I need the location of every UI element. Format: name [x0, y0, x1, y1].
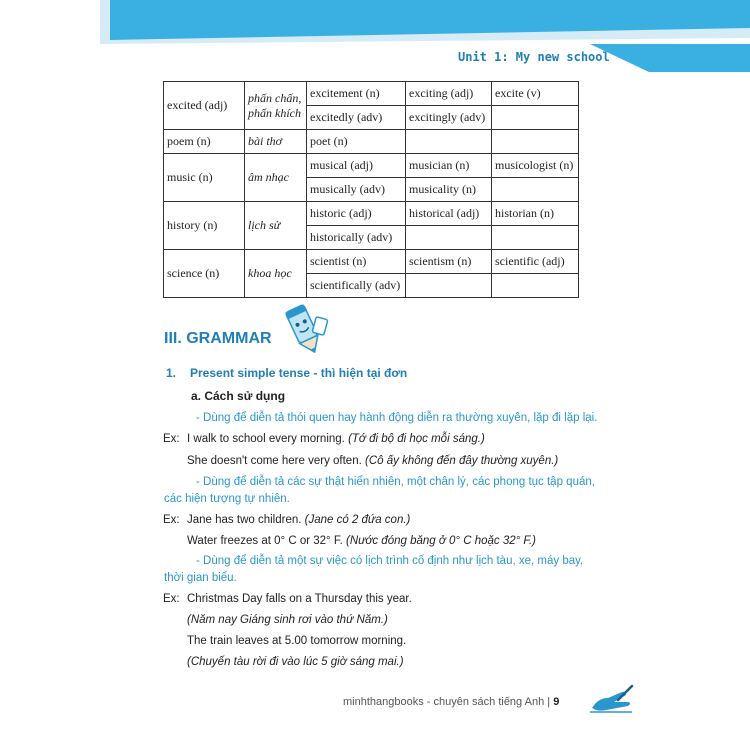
example-line	[187, 433, 485, 445]
table-cell: historic (adj)	[307, 202, 406, 226]
table-cell	[406, 274, 492, 298]
table-cell: exciting (adj)	[406, 82, 492, 106]
subsection-heading: a. Cách sử dụng	[191, 389, 286, 403]
table-cell: khoa học	[245, 250, 307, 298]
example-translation: (Jane có 2 đứa con.)	[304, 514, 411, 526]
footer-separator: |	[547, 696, 551, 708]
banner-corner-triangle	[590, 44, 750, 72]
example-sentence: Christmas Day falls on a Thursday this year.	[187, 593, 412, 605]
ex-label: Ex:	[163, 593, 180, 605]
vocabulary-table	[163, 81, 579, 298]
table-cell: lịch sử	[245, 202, 307, 250]
table-cell: scientifically (adv)	[307, 274, 406, 298]
header-banner	[0, 0, 750, 72]
table-cell	[492, 178, 579, 202]
table-cell: poet (n)	[307, 130, 406, 154]
table-cell: âm nhạc	[245, 154, 307, 202]
grammar-heading: III. GRAMMAR	[164, 330, 272, 347]
usage-2-line-2: các hiện tượng tự nhiên.	[164, 493, 290, 505]
example-sentence: Water freezes at 0° C or 32° F.	[187, 535, 343, 547]
table-row	[164, 82, 579, 106]
example-translation: (Tớ đi bộ đi học mỗi sáng.)	[348, 433, 485, 445]
table-row	[164, 154, 579, 178]
table-cell: scientist (n)	[307, 250, 406, 274]
table-cell	[406, 130, 492, 154]
example-sentence: The train leaves at 5.00 tomorrow morning.	[187, 635, 407, 647]
page-number: 9	[553, 696, 560, 708]
example-line	[187, 535, 536, 547]
table-cell	[492, 106, 579, 130]
table-cell: phấn chấn, phấn khích	[245, 82, 307, 130]
writing-hand-icon	[588, 684, 634, 714]
table-cell	[406, 226, 492, 250]
table-cell: poem (n)	[164, 130, 245, 154]
ex-label: Ex:	[163, 514, 180, 526]
table-cell	[492, 130, 579, 154]
table-row	[164, 202, 579, 226]
example-sentence: Jane has two children.	[187, 514, 302, 526]
table-cell	[492, 226, 579, 250]
example-translation: (Cô ấy không đến đây thường xuyên.)	[365, 455, 559, 467]
table-cell: music (n)	[164, 154, 245, 202]
table-cell: excitedly (adv)	[307, 106, 406, 130]
table-cell: musicality (n)	[406, 178, 492, 202]
unit-title: Unit 1: My new school	[458, 50, 610, 64]
table-row	[164, 250, 579, 274]
usage-3-line-1: - Dùng để diễn tả một sự việc có lịch trình cố định như lịch tàu, xe, máy bay,	[196, 555, 584, 567]
table-cell: musician (n)	[406, 154, 492, 178]
table-cell: excite (v)	[492, 82, 579, 106]
table-cell	[492, 274, 579, 298]
table-cell: history (n)	[164, 202, 245, 250]
table-cell: historically (adv)	[307, 226, 406, 250]
usage-2-line-1: - Dùng để diễn tả các sự thật hiển nhiên, một chân lý, các phong tục tập quán,	[196, 476, 595, 488]
table-cell: science (n)	[164, 250, 245, 298]
table-cell: historian (n)	[492, 202, 579, 226]
table-cell: excitement (n)	[307, 82, 406, 106]
example-translation: (Chuyến tàu rời đi vào lúc 5 giờ sáng mai.)	[187, 656, 404, 668]
section-title: Present simple tense - thì hiện tại đơn	[190, 366, 408, 380]
example-line	[187, 455, 558, 467]
table-cell: musical (adj)	[307, 154, 406, 178]
page-footer	[343, 696, 559, 708]
table-cell: musicologist (n)	[492, 154, 579, 178]
footer-publisher: minhthangbooks - chuyên sách tiếng Anh	[343, 696, 545, 708]
usage-1: - Dùng để diễn tả thói quen hay hành động diễn ra thường xuyên, lặp đi lặp lại.	[196, 412, 598, 424]
table-cell: historical (adj)	[406, 202, 492, 226]
example-sentence: I walk to school every morning.	[187, 433, 345, 445]
usage-3-line-2: thời gian biểu.	[164, 572, 237, 584]
table-cell: scientific (adj)	[492, 250, 579, 274]
table-cell: bài thơ	[245, 130, 307, 154]
section-number: 1.	[166, 366, 177, 380]
table-cell: scientism (n)	[406, 250, 492, 274]
table-row	[164, 130, 579, 154]
example-sentence: She doesn't come here very often.	[187, 455, 362, 467]
example-translation: (Nước đóng băng ở 0° C hoặc 32° F.)	[345, 535, 536, 547]
ex-label: Ex:	[163, 433, 180, 445]
table-cell: excitingly (adv)	[406, 106, 492, 130]
table-cell: musically (adv)	[307, 178, 406, 202]
example-translation: (Năm nay Giáng sinh rơi vào thứ Năm.)	[187, 614, 388, 626]
table-cell: excited (adj)	[164, 82, 245, 130]
pencil-mascot-icon	[280, 300, 330, 358]
example-line	[187, 514, 410, 526]
